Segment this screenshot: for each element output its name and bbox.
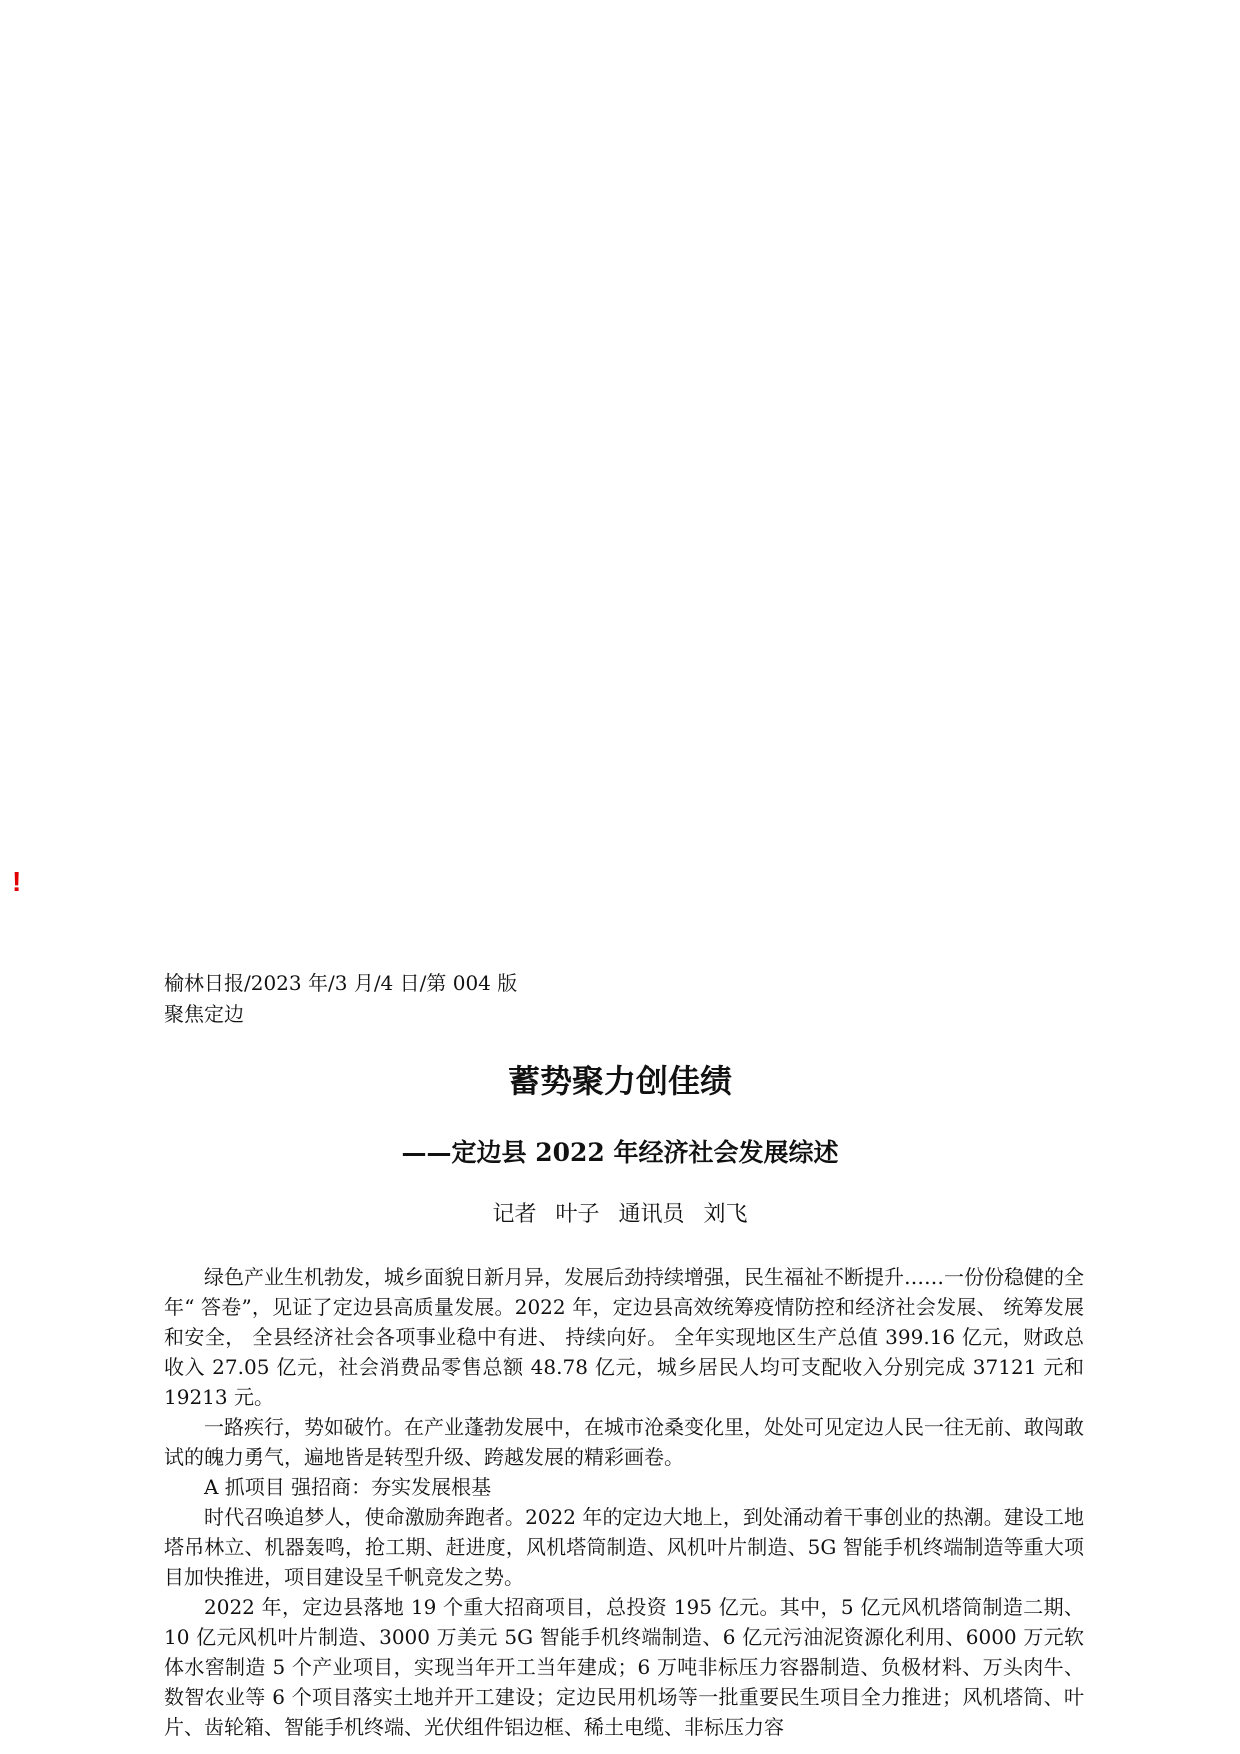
section-heading: A 抓项目 强招商：夯实发展根基 [204,1475,492,1499]
byline: 记者 叶子 通讯员 刘飞 [492,1202,748,1227]
paragraph: 一路疾行，势如破竹。在产业蓬勃发展中，在城市沧桑变化里，处处可见定边人民一往无前、敢闯敢试的魄力勇气，遍地皆是转型升级、跨越发展的精彩画卷。 [164,1415,1084,1469]
paragraph: 绿色产业生机勃发，城乡面貌日新月异，发展后劲持续增强，民生福祉不断提升……一份份稳健的全年“ 答卷”，见证了定边县高质量发展。2022 年，定边县高效统筹疫情防控和经济社会发展、 统筹发展和安全， 全县经济社会各项事业稳中有进、 持续向好。 全年实现地区生产总值 399.16 亿元，财政总收入 27.05 亿元，社会消费品零售总额 48.78 亿元，城乡居民人均可支配收入分别完成 37121 元和 19213 元。 [164,1265,1084,1409]
article-subtitle: ——定边县 2022 年经济社会发展综述 [401,1138,839,1167]
source-line: 榆林日报/2023 年/3 月/4 日/第 004 版聚焦定边 [164,971,518,1026]
red-exclamation-mark: ! [12,866,22,897]
article-title: 蓄势聚力创佳绩 [507,1062,732,1100]
paragraph: 时代召唤追梦人，使命激励奔跑者。2022 年的定边大地上，到处涌动着干事创业的热潮。建设工地塔吊林立、机器轰鸣，抢工期、赶进度，风机塔筒制造、风机叶片制造、5G 智能手机终端制造等重大项目加快推进，项目建设呈千帆竞发之势。 [164,1505,1084,1589]
article-body [164,1262,1084,1742]
paragraph: 2022 年，定边县落地 19 个重大招商项目，总投资 195 亿元。其中，5 亿元风机塔筒制造二期、10 亿元风机叶片制造、3000 万美元 5G 智能手机终端制造、6 亿元污油泥资源化利用、6000 万元软体水窖制造 5 个产业项目，实现当年开工当年建成；6 万吨非标压力容器制造、负极材料、万头肉牛、数智农业等 6 个项目落实土地并开工建设；定边民用机场等一批重要民生项目全力推进；风机塔筒、叶片、齿轮箱、智能手机终端、光伏组件铝边框、稀土电缆、非标压力容 [164,1595,1084,1739]
